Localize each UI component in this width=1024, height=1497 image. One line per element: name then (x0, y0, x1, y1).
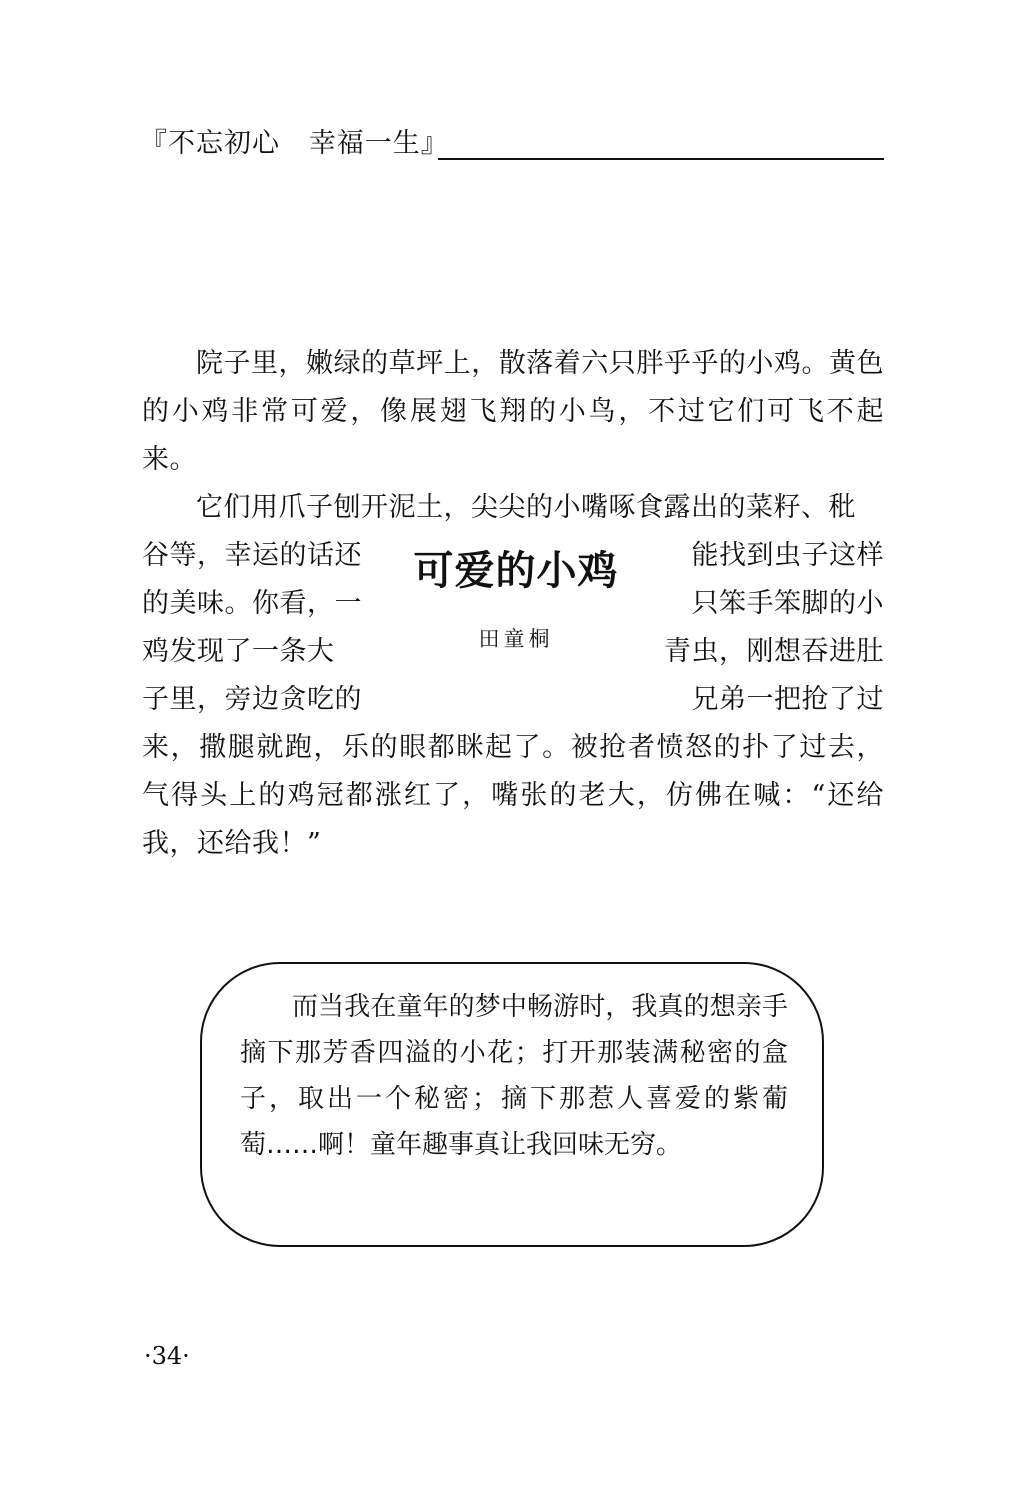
header-title: 『不忘初心 幸福一生』 (140, 128, 449, 159)
wrap-left-line: 子里，旁边贪吃的 (142, 684, 362, 715)
wrap-left-line: 谷等，幸运的话还 (142, 540, 362, 571)
article-title: 可爱的小鸡 (413, 547, 619, 594)
wrap-right-line: 兄弟一把抢了过 (691, 684, 884, 715)
paragraph-2-rest: 来，撒腿就跑，乐的眼都眯起了。被抢者愤怒的扑了过去，气得头上的鸡冠都涨红了，嘴张的老大，仿佛在喊：“还给我，还给我！” (142, 732, 884, 859)
article-author: 田童桐 (478, 627, 554, 651)
wrap-right-line: 只笨手笨脚的小 (691, 588, 884, 619)
paragraph-2 (142, 484, 884, 868)
paragraph-1: 院子里，嫩绿的草坪上，散落着六只胖乎乎的小鸡。黄色的小鸡非常可爱，像展翅飞翔的小鸟，不过它们可飞不起来。 (142, 348, 884, 475)
title-wrap-area (142, 532, 884, 724)
wrap-text-left (142, 532, 370, 724)
wrap-left-line: 鸡发现了一条大 (142, 636, 335, 667)
wrap-text-right (662, 532, 884, 724)
header-rule (438, 158, 884, 160)
wrap-left-line: 的美味。你看，一 (142, 588, 362, 619)
title-block (370, 532, 662, 724)
speech-bubble (200, 962, 824, 1247)
paragraph-2-first-line: 它们用爪子刨开泥土，尖尖的小嘴啄食露出的菜籽、秕 (196, 492, 856, 523)
wrap-right-line: 青虫，刚想吞进肚 (664, 636, 884, 667)
article-body (142, 340, 884, 868)
bubble-text: 而当我在童年的梦中畅游时，我真的想亲手摘下那芳香四溢的小花；打开那装满秘密的盒子，取出一个秘密；摘下那惹人喜爱的紫葡萄……啊！童年趣事真让我回味无穷。 (240, 992, 788, 1160)
page-number: ·34· (144, 1342, 190, 1370)
running-header (140, 128, 884, 162)
wrap-right-line: 能找到虫子这样 (691, 540, 884, 571)
